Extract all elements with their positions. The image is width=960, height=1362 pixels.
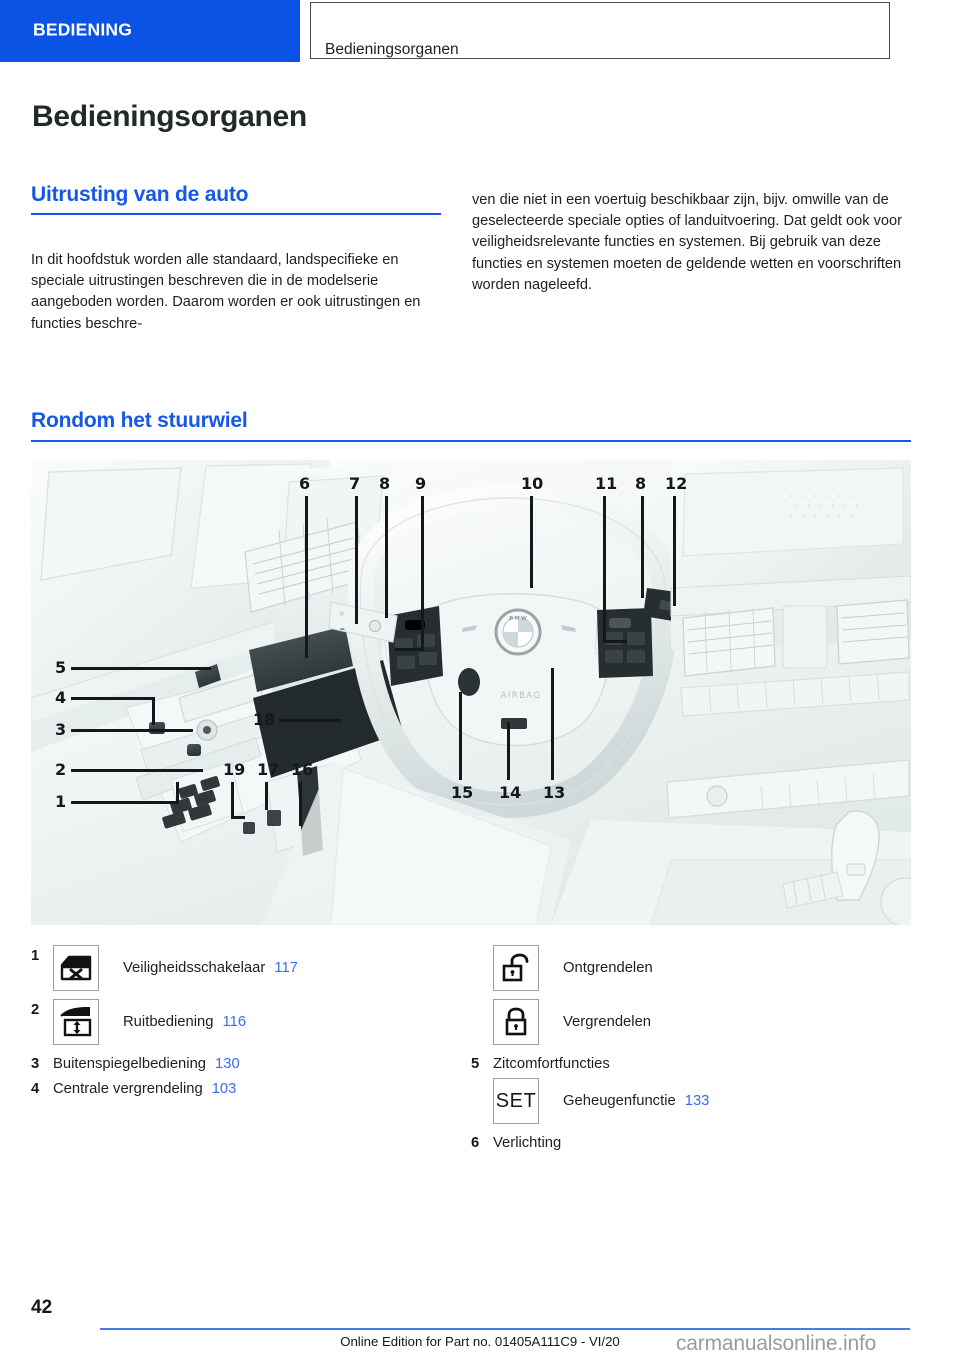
callout-13: 13 xyxy=(543,783,566,802)
callout-6: 6 xyxy=(299,474,311,493)
legend-item-1-number: 1 xyxy=(31,948,40,964)
legend-item-unlock-text xyxy=(563,945,653,991)
callout-4: 4 xyxy=(55,688,67,707)
legend-item-memory-label: Geheugenfunctie xyxy=(563,1093,676,1109)
legend-item-memory-text xyxy=(563,1078,709,1124)
legend-item-5-label: Zitcomfortfuncties xyxy=(493,1056,610,1072)
callout-line-6 xyxy=(305,496,308,658)
callout-line-3 xyxy=(71,729,193,732)
callout-line-7 xyxy=(355,496,358,624)
callout-line-12 xyxy=(673,496,676,606)
svg-text:☼: ☼ xyxy=(339,611,345,618)
callout-line-8a xyxy=(385,496,388,618)
legend-item-1-label: Veiligheidsschakelaar xyxy=(123,960,266,976)
window-control-icon xyxy=(53,999,99,1045)
callout-line-15 xyxy=(459,692,462,780)
callout-line-17 xyxy=(265,782,268,810)
callout-line-8b xyxy=(641,496,644,598)
legend-item-3-label: Buitenspiegelbediening xyxy=(53,1056,207,1072)
cockpit-illustration-graphic xyxy=(31,460,911,925)
callout-1: 1 xyxy=(55,792,67,811)
chapter-label: BEDIENING xyxy=(33,19,133,40)
svg-text:B M W: B M W xyxy=(509,616,527,622)
legend-item-2-icon-cell xyxy=(53,999,123,1045)
body-column-right xyxy=(472,190,912,296)
legend-item-5 xyxy=(471,1053,901,1075)
callout-line-2 xyxy=(71,769,203,772)
callout-3: 3 xyxy=(55,720,67,739)
callout-line-18 xyxy=(279,719,341,722)
legend-item-6-number: 6 xyxy=(471,1135,480,1151)
svg-text:☁: ☁ xyxy=(339,625,345,632)
chapter-banner xyxy=(0,0,300,62)
legend-item-lock-icon-cell xyxy=(493,999,563,1045)
callout-line-5 xyxy=(71,667,211,670)
callout-line-16 xyxy=(299,782,302,826)
page-number: 42 xyxy=(31,1297,53,1318)
callout-line-11 xyxy=(603,496,606,642)
legend-item-unlock-icon-cell xyxy=(493,945,563,991)
callout-17: 17 xyxy=(257,760,280,779)
legend-item-3-text xyxy=(53,1053,240,1075)
legend-item-lock-text xyxy=(563,999,651,1045)
callout-line-14 xyxy=(507,722,510,780)
legend-item-1-text xyxy=(123,945,298,991)
legend-item-2-label: Ruitbediening xyxy=(123,1014,214,1030)
section-title-box xyxy=(310,2,890,59)
legend-item-5-number: 5 xyxy=(471,1056,480,1072)
section-heading-stuurwiel: Rondom het stuurwiel xyxy=(31,409,248,432)
svg-text:AIRBAG: AIRBAG xyxy=(500,691,542,701)
legend-item-memory-icon-cell xyxy=(493,1078,563,1124)
legend-item-6-label: Verlichting xyxy=(493,1135,562,1151)
set-memory-icon-label: SET xyxy=(495,1089,537,1112)
callout-line-13 xyxy=(551,668,554,780)
legend-item-unlock-label: Ontgrendelen xyxy=(563,960,653,976)
callout-9: 9 xyxy=(415,474,427,493)
callout-line-4 xyxy=(71,697,155,700)
legend-item-1-page[interactable]: 117 xyxy=(274,960,298,976)
legend-item-memory xyxy=(471,1078,901,1124)
legend-item-3 xyxy=(31,1053,461,1075)
body-paragraph-right: ven die niet in een voertuig beschikbaar zijn, bijv. omwille van de geselecteerde speciale opties of landuitvoering. Dat geldt ook voor veiligheidsrelevante functies en systemen. Bij gebruik van deze functies en systemen moeten de geldende wetten en voorschriften worden nageleefd. xyxy=(472,192,902,293)
callout-12: 12 xyxy=(665,474,688,493)
section-heading-uitrusting: Uitrusting van de auto xyxy=(31,183,249,206)
callout-line-4b xyxy=(152,697,155,725)
legend-item-4-text xyxy=(53,1078,236,1100)
legend-item-lock-label: Vergrendelen xyxy=(563,1014,652,1030)
callout-line-11b xyxy=(603,640,627,643)
legend-item-3-number: 3 xyxy=(31,1056,40,1072)
callout-line-10 xyxy=(530,496,533,588)
legend-item-3-page[interactable]: 130 xyxy=(215,1056,240,1072)
cockpit-illustration xyxy=(31,460,911,925)
callout-18: 18 xyxy=(253,710,276,729)
legend-item-1 xyxy=(31,945,461,991)
section-title-label: Bedieningsorganen xyxy=(325,41,459,58)
legend-item-4-label: Centrale vergrendeling xyxy=(53,1081,203,1097)
legend-item-4 xyxy=(31,1078,461,1100)
legend-item-lock xyxy=(471,999,901,1045)
unlock-icon xyxy=(493,945,539,991)
callout-line-19 xyxy=(231,782,234,818)
callout-line-1b xyxy=(176,782,179,804)
callout-19: 19 xyxy=(223,760,246,779)
callout-7: 7 xyxy=(349,474,361,493)
callout-line-9 xyxy=(421,496,424,648)
page-title: Bedieningsorganen xyxy=(32,100,307,133)
callout-line-9b xyxy=(395,648,424,651)
legend-item-1-icon-cell xyxy=(53,945,123,991)
callout-8a: 8 xyxy=(379,474,391,493)
callout-line-1 xyxy=(71,801,179,804)
legend-item-6 xyxy=(471,1132,901,1154)
legend-item-5-text xyxy=(493,1053,610,1075)
legend-item-4-number: 4 xyxy=(31,1081,40,1097)
set-memory-icon xyxy=(493,1078,539,1124)
footer-text: Online Edition for Part no. 01405A111C9 - VI/20 xyxy=(340,1334,620,1349)
section-rule-stuurwiel xyxy=(31,440,911,442)
legend-item-2-text xyxy=(123,999,246,1045)
lock-icon xyxy=(493,999,539,1045)
body-column-left xyxy=(31,250,443,335)
legend-item-2 xyxy=(31,999,461,1045)
legend-item-2-page[interactable]: 116 xyxy=(222,1014,247,1030)
callout-line-19b xyxy=(231,816,245,819)
callout-8b: 8 xyxy=(635,474,647,493)
legend-item-2-number: 2 xyxy=(31,1002,40,1018)
section-rule-uitrusting xyxy=(31,213,441,215)
callout-16: 16 xyxy=(291,760,314,779)
callout-15: 15 xyxy=(451,783,474,802)
legend-column-right xyxy=(471,945,901,1157)
footer-rule xyxy=(100,1328,910,1330)
callout-5: 5 xyxy=(55,658,67,677)
safety-switch-window-icon xyxy=(53,945,99,991)
legend xyxy=(31,945,911,1255)
callout-14: 14 xyxy=(499,783,522,802)
legend-item-unlock xyxy=(471,945,901,991)
legend-column-left xyxy=(31,945,461,1103)
callout-11: 11 xyxy=(595,474,618,493)
watermark: carmanualsonline.info xyxy=(676,1332,877,1355)
legend-item-memory-page[interactable]: 133 xyxy=(684,1093,710,1109)
callout-10: 10 xyxy=(521,474,544,493)
page-header xyxy=(0,0,960,62)
legend-item-4-page[interactable]: 103 xyxy=(211,1081,237,1097)
body-paragraph-left: In dit hoofdstuk worden alle standaard, landspecifieke en speciale uitrustingen beschreven die in de modelserie aangeboden worden. Daarom worden er ook uitrustingen en functies beschre- xyxy=(31,252,421,332)
legend-item-6-text xyxy=(493,1132,561,1154)
callout-2: 2 xyxy=(55,760,67,779)
